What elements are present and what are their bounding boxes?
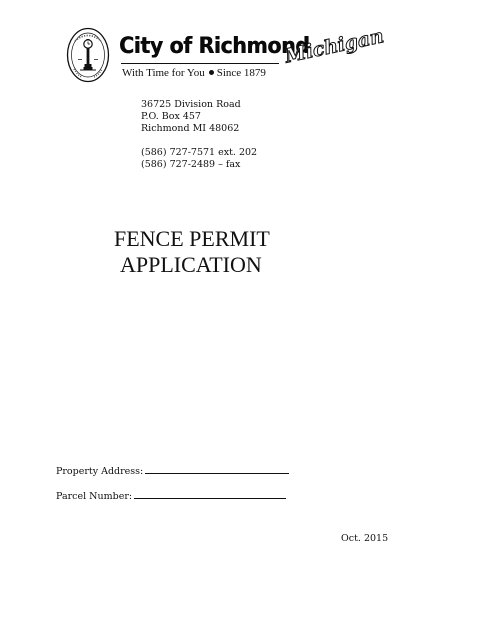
state-script-wordmark: Michigan [283,25,386,68]
po-box: P.O. Box 457 [141,111,201,122]
bullet-icon [209,70,214,75]
tagline-motto: With Time for You [122,67,205,79]
spacer [141,135,257,147]
street-address: 36725 Division Road [141,99,241,110]
parcel-number-label: Parcel Number: [56,491,133,502]
property-address-label: Property Address: [56,466,144,477]
tagline-divider [121,63,279,64]
phone-number: (586) 727-7571 ext. 202 [141,147,258,158]
contact-block [141,99,257,171]
document-title [114,226,270,278]
tagline [122,67,266,80]
city-state-zip: Richmond MI 48062 [141,123,240,134]
title-line-2: APPLICATION [120,252,262,277]
parcel-number-field [56,488,286,503]
tagline-founded: Since 1879 [216,67,266,79]
city-seal-logo [66,27,110,83]
clock-tower-seal-icon [66,27,110,83]
fax-number: (586) 727-2489 – fax [141,159,241,170]
property-address-field [56,463,289,478]
city-name-wordmark: City of Richmond [119,34,310,59]
parcel-number-blank[interactable] [134,488,286,499]
title-line-1: FENCE PERMIT [114,226,270,251]
property-address-blank[interactable] [145,463,289,474]
revision-date: Oct. 2015 [341,533,389,544]
